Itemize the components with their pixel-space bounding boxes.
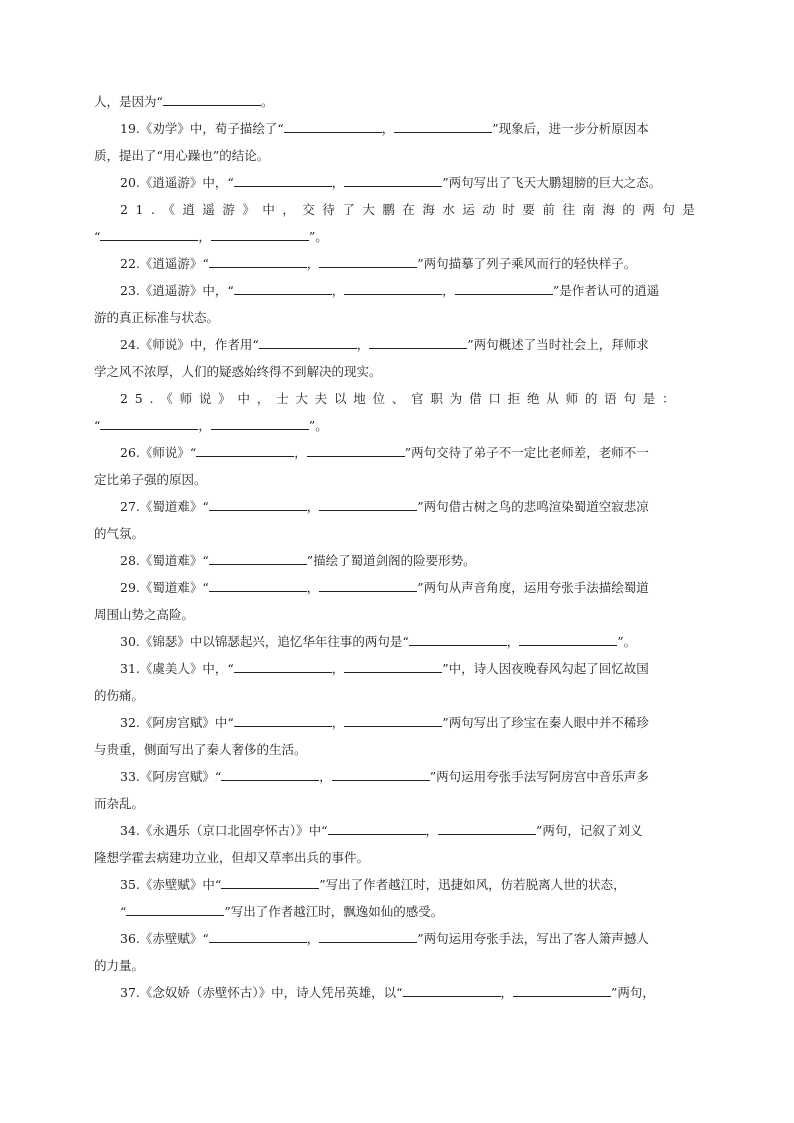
answer-blank[interactable] xyxy=(221,768,319,781)
answer-blank[interactable] xyxy=(394,120,492,133)
text-line: 19.《劝学》中，荀子描绘了“ ， ”现象后，进一步分析原因本 xyxy=(120,121,649,136)
text-line: 人，是因为“ 。 xyxy=(94,94,274,109)
text-line: 35.《赤壁赋》中“ ”写出了作者越江时，迅捷如风，仿若脱离人世的状态， xyxy=(120,877,626,892)
answer-blank[interactable] xyxy=(519,633,617,646)
answer-blank[interactable] xyxy=(211,417,309,430)
answer-blank[interactable] xyxy=(403,984,501,997)
answer-blank[interactable] xyxy=(369,336,467,349)
answer-blank[interactable] xyxy=(100,228,198,241)
answer-blank[interactable] xyxy=(438,822,536,835)
text-line: 21.《逍遥游》中，交待了大鹏在海水运动时要前往南海的两句是 xyxy=(120,202,703,217)
answer-blank[interactable] xyxy=(319,579,417,592)
text-line: 27.《蜀道难》“ ， ”两句借古树之鸟的悲鸣渲染蜀道空寂悲凉 xyxy=(120,499,649,514)
answer-blank[interactable] xyxy=(259,336,357,349)
answer-blank[interactable] xyxy=(328,822,426,835)
answer-blank[interactable] xyxy=(209,930,307,943)
text-line: 30.《锦瑟》中以锦瑟起兴，追忆华年往事的两句是“ ， ”。 xyxy=(120,634,637,649)
answer-blank[interactable] xyxy=(163,93,261,106)
answer-blank[interactable] xyxy=(209,498,307,511)
text-line: 37.《念奴娇（赤壁怀古）》中，诗人凭吊英雄，以“ ， ”两句， xyxy=(120,985,655,1000)
text-line: 28.《蜀道难》“ ”描绘了蜀道剑阁的险要形势。 xyxy=(120,553,476,568)
answer-blank[interactable] xyxy=(307,444,405,457)
answer-blank[interactable] xyxy=(319,930,417,943)
answer-blank[interactable] xyxy=(209,552,307,565)
text-line: 的伤痛。 xyxy=(94,688,145,703)
answer-blank[interactable] xyxy=(196,444,294,457)
answer-blank[interactable] xyxy=(234,174,332,187)
text-line: 25.《师说》中，士大夫以地位、官职为借口拒绝从师的语句是： xyxy=(120,391,682,406)
text-line: 23.《逍遥游》中，“ ， ， ”是作者认可的逍遥 xyxy=(120,283,660,298)
text-line: 32.《阿房宫赋》中“ ， ”两句写出了珍宝在秦人眼中并不稀珍 xyxy=(120,715,649,730)
answer-blank[interactable] xyxy=(409,633,507,646)
text-line: 31.《虞美人》中，“ ， ”中，诗人因夜晚春风勾起了回忆故国 xyxy=(120,661,649,676)
text-line: 33.《阿房宫赋》“ ， ”两句运用夸张手法写阿房宫中音乐声多 xyxy=(120,769,649,784)
question-list xyxy=(94,88,706,1006)
text-line: 36.《赤壁赋》“ ， ”两句运用夸张手法，写出了客人箫声撼人 xyxy=(120,931,649,946)
text-line: 定比弟子强的原因。 xyxy=(94,472,207,487)
text-line: 20.《逍遥游》中，“ ， ”两句写出了飞天大鹏翅膀的巨大之态。 xyxy=(120,175,662,190)
text-line: 的气氛。 xyxy=(94,526,145,541)
answer-blank[interactable] xyxy=(319,498,417,511)
answer-blank[interactable] xyxy=(209,255,307,268)
answer-blank[interactable] xyxy=(234,660,332,673)
answer-blank[interactable] xyxy=(126,903,224,916)
text-line: 而杂乱。 xyxy=(94,796,145,811)
answer-blank[interactable] xyxy=(332,768,430,781)
text-line: “ ， ”。 xyxy=(94,418,328,433)
text-line: 24.《师说》中，作者用“ ， ”两句概述了当时社会上，拜师求 xyxy=(120,337,649,352)
answer-blank[interactable] xyxy=(344,660,442,673)
text-line: 22.《逍遥游》“ ， ”两句描摹了列子乘风而行的轻快样子。 xyxy=(120,256,637,271)
answer-blank[interactable] xyxy=(284,120,382,133)
text-line: 26.《师说》“ ， ”两句交待了弟子不一定比老师差，老师不一 xyxy=(120,445,649,460)
text-line: 游的真正标准与状态。 xyxy=(94,310,220,325)
answer-blank[interactable] xyxy=(234,282,332,295)
answer-blank[interactable] xyxy=(234,714,332,727)
text-line: 学之风不浓厚，人们的疑惑始终得不到解决的现实。 xyxy=(94,364,382,379)
text-line: “ ”写出了作者越江时，飘逸如仙的感受。 xyxy=(120,904,444,919)
text-line: “ ， ”。 xyxy=(94,229,328,244)
text-line: 周围山势之高险。 xyxy=(94,607,195,622)
text-line: 29.《蜀道难》“ ， ”两句从声音角度，运用夸张手法描绘蜀道 xyxy=(120,580,649,595)
answer-blank[interactable] xyxy=(211,228,309,241)
text-line: 的力量。 xyxy=(94,958,145,973)
text-line: 34.《永遇乐（京口北固亭怀古）》中“ ， ”两句，记叙了刘义 xyxy=(120,823,643,838)
answer-blank[interactable] xyxy=(344,714,442,727)
text-line: 隆想学霍去病建功立业，但却又草率出兵的事件。 xyxy=(94,850,370,865)
text-line: 与贵重，侧面写出了秦人奢侈的生活。 xyxy=(94,742,307,757)
answer-blank[interactable] xyxy=(100,417,198,430)
answer-blank[interactable] xyxy=(209,579,307,592)
answer-blank[interactable] xyxy=(319,255,417,268)
answer-blank[interactable] xyxy=(221,876,319,889)
answer-blank[interactable] xyxy=(513,984,611,997)
answer-blank[interactable] xyxy=(344,282,442,295)
text-line: 质，提出了“用心躁也”的结论。 xyxy=(94,148,270,163)
answer-blank[interactable] xyxy=(344,174,442,187)
answer-blank[interactable] xyxy=(455,282,553,295)
